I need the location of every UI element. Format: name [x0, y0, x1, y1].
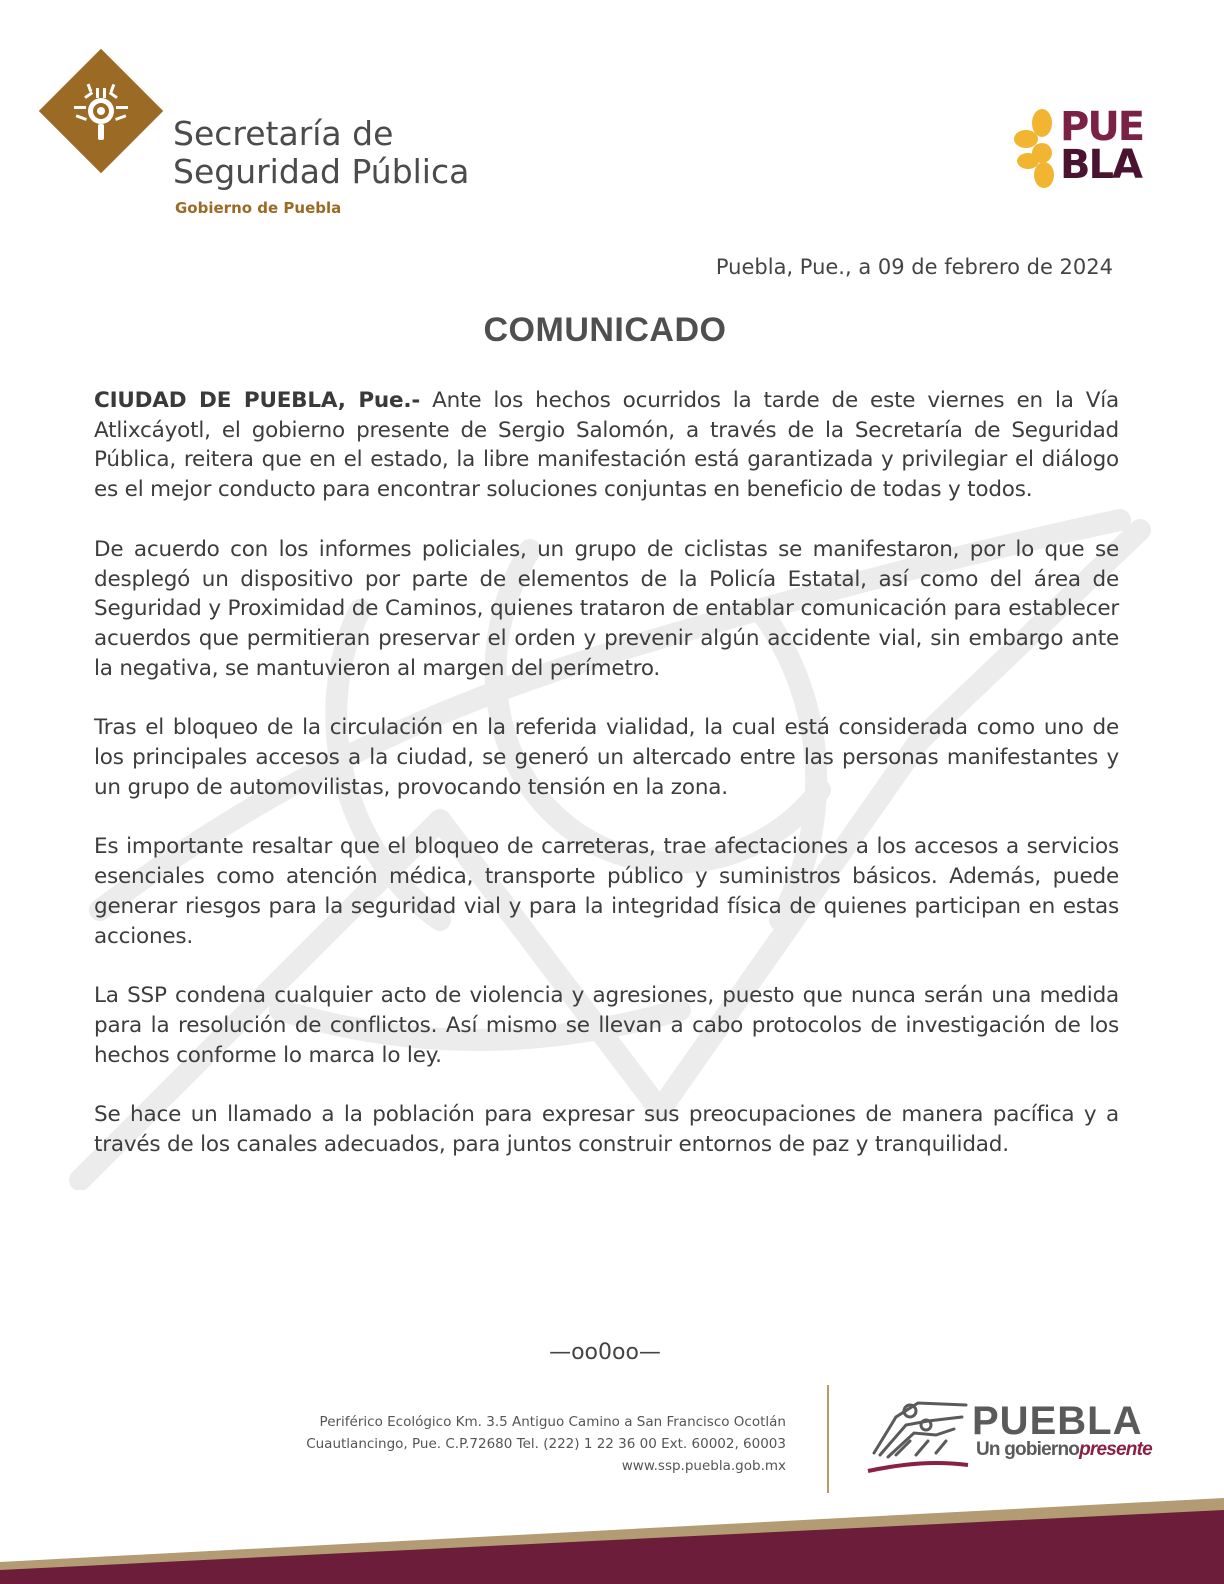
- paragraph-2: De acuerdo con los informes policiales, un grupo de ciclistas se manifestaron, por lo que se desplegó un dispositivo por parte de elementos de la Policía Estatal, así como del área de Seguridad y Proximidad de Caminos, quienes trataron de entablar comunicación para establecer acuerdos que permitieran preservar el orden y prevenir algún accidente vial, sin embargo ante la negativa, se mantuvieron al margen del perímetro.: [94, 536, 1119, 681]
- footer-divider: [827, 1385, 829, 1493]
- paragraph-6: Se hace un llamado a la población para expresar sus preocupaciones de manera pacífica y a través de los canales adecuados, para juntos construir entornos de paz y tranquilidad.: [94, 1102, 1119, 1158]
- closing-separator: —oo0oo—: [549, 1340, 661, 1365]
- paragraph-3: Tras el bloqueo de la circulación en la referida vialidad, la cual está considerada como uno de los principales accesos a la ciudad, se generó un altercado entre las personas manifestantes y un grupo de automovilistas, provocando tensión en la zona.: [94, 715, 1119, 800]
- ssp-title-line2: Seguridad Pública: [173, 152, 470, 191]
- puebla-logo-line1: PUE: [1060, 104, 1144, 150]
- gobierno-presente-logo: [866, 1395, 1166, 1475]
- paragraph-5: La SSP condena cualquier acto de violencia y agresiones, puesto que nunca serán una medida para la resolución de conflictos. Así mismo se llevan a cabo protocolos de investigación de los hechos conforme lo marca lo ley.: [94, 983, 1119, 1068]
- footer-address: [306, 1411, 786, 1477]
- paragraph-1: [94, 386, 1119, 505]
- flower-icon: [1012, 109, 1064, 189]
- footer-address-line2: Cuautlancingo, Pue. C.P.72680 Tel. (222) 1 22 36 00 Ext. 60002, 60003: [306, 1436, 786, 1452]
- paragraph-1-lead: CIUDAD DE PUEBLA, Pue.-: [94, 388, 421, 413]
- gov-tagline-main: Un gobierno: [976, 1439, 1080, 1460]
- ssp-emblem-logo: [26, 36, 176, 186]
- document-title: COMUNICADO: [483, 311, 727, 349]
- footer-address-line1: Periférico Ecológico Km. 3.5 Antiguo Camino a San Francisco Ocotlán: [319, 1414, 786, 1430]
- document-date: Puebla, Pue., a 09 de febrero de 2024: [715, 255, 1113, 279]
- gov-logo-tagline: [976, 1439, 1152, 1461]
- paragraph-4: Es importante resaltar que el bloqueo de carreteras, trae afectaciones a los accesos a servicios esenciales como atención médica, transporte público y suministros básicos. Además, puede generar riesgos para la seguridad vial y para la integridad física de quienes participan en estas acciones.: [94, 834, 1119, 949]
- bottom-color-band: [0, 1490, 1224, 1584]
- ssp-title: [173, 115, 513, 191]
- puebla-brand-logo: [1012, 105, 1152, 195]
- puebla-logo-line2: BLA: [1060, 142, 1141, 188]
- gov-logo-name: PUEBLA: [972, 1399, 1143, 1443]
- document-body: [94, 386, 1119, 1190]
- footer-website-link[interactable]: www.ssp.puebla.gob.mx: [621, 1458, 786, 1474]
- paragraph-1-text: Ante los hechos ocurridos la tarde de este viernes en la Vía Atlixcáyotl, el gobierno presente de Sergio Salomón, a través de la Secretaría de Seguridad Pública, reitera que en el estado, la libre manifestación está garantizada y privilegiar el diálogo es el mejor conducto para encontrar soluciones conjuntas en beneficio de todas y todos.: [94, 388, 1119, 503]
- ssp-title-line1: Secretaría de: [173, 114, 394, 153]
- ssp-subtitle: Gobierno de Puebla: [175, 199, 342, 217]
- horsemen-icon: [866, 1395, 970, 1475]
- gov-tagline-accent: presente: [1079, 1439, 1152, 1460]
